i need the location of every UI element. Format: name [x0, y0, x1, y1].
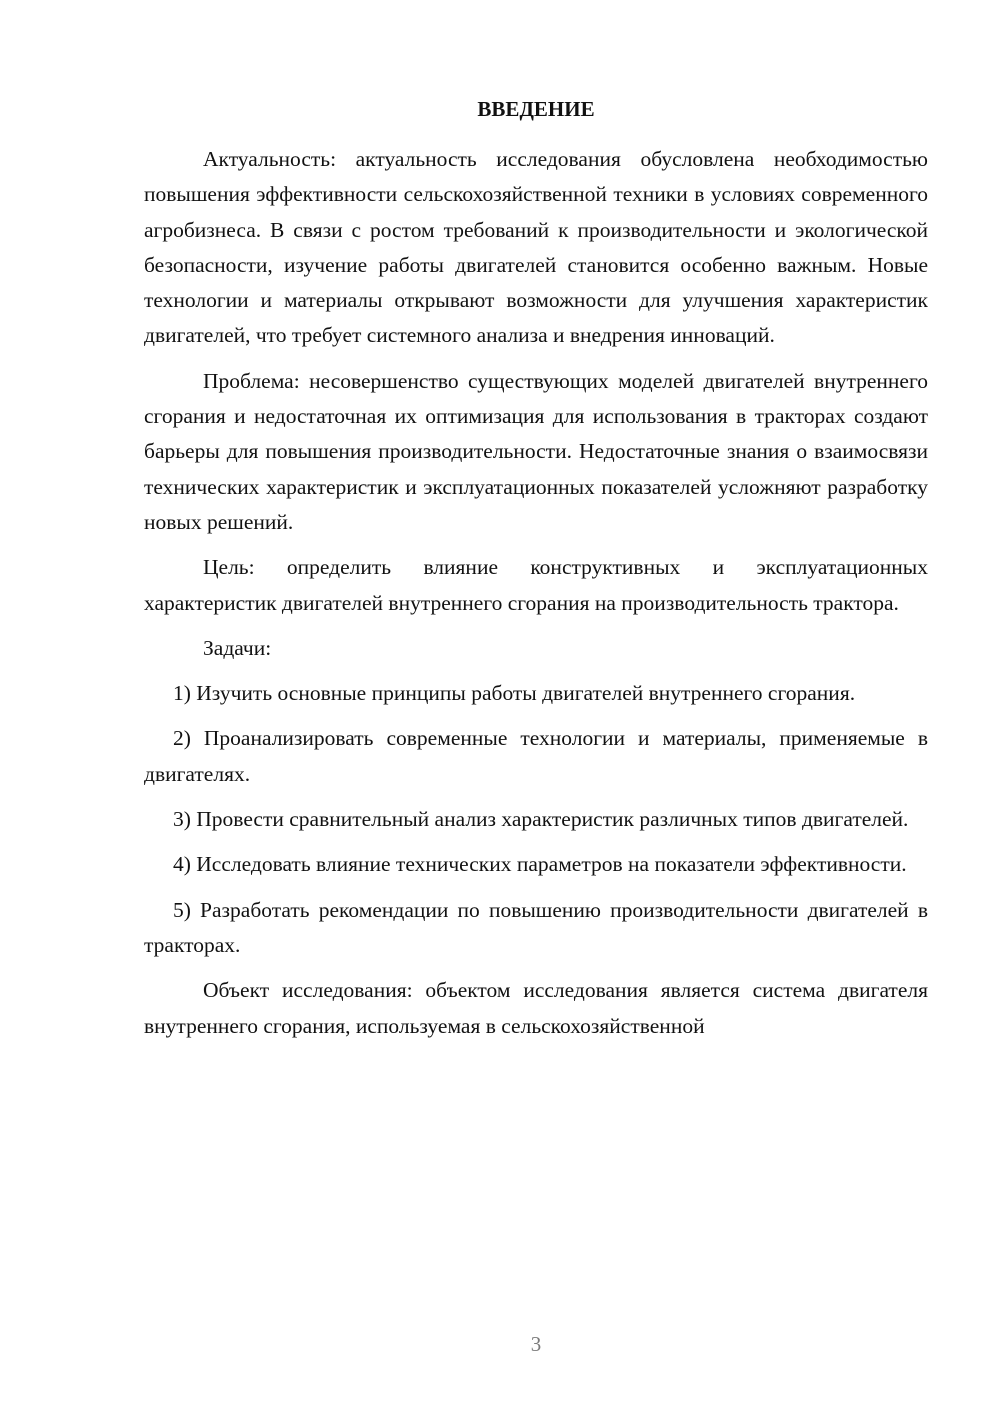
task-item-2: 2) Проанализировать современные технологии и материалы, применяемые в двигателях. — [144, 726, 928, 786]
task-item-1: 1) Изучить основные принципы работы двигателей внутреннего сгорания. — [173, 681, 856, 706]
task-item-5: 5) Разработать рекомендации по повышению производительности двигателей в тракторах. — [144, 897, 928, 957]
task-item-3: 3) Провести сравнительный анализ характеристик различных типов двигателей. — [173, 807, 909, 832]
paragraph-goal: Цель: определить влияние конструктивных и эксплуатационных характеристик двигателей внутреннего сгорания на производительность трактора. — [144, 555, 928, 615]
page-number: 3 — [530, 1332, 542, 1356]
task-item-4: 4) Исследовать влияние технических параметров на показатели эффективности. — [173, 852, 907, 877]
paragraph-relevance: Актуальность: актуальность исследования обусловлена необходимостью повышения эффективности сельскохозяйственной техники в условиях современного агробизнеса. В связи с ростом требований к производительности и экологической безопасности, изучение работы двигателей становится особенно важным. Новые технологии и материалы открывают возможности для улучшения характеристик двигателей, что требует системного анализа и внедрения инноваций. — [144, 147, 928, 348]
tasks-label: Задачи: — [203, 635, 272, 660]
paragraph-object: Объект исследования: объектом исследования является система двигателя внутреннего сгорания, используемая в сельскохозяйственной — [144, 978, 928, 1038]
paragraph-problem: Проблема: несовершенство существующих моделей двигателей внутреннего сгорания и недостаточная их оптимизация для использования в тракторах создают барьеры для повышения производительности. Недостаточные знания о взаимосвязи технических характеристик и эксплуатационных показателей усложняют разработку новых решений. — [144, 368, 928, 534]
page-body — [144, 92, 928, 1044]
section-heading: ВВЕДЕНИЕ — [477, 97, 595, 121]
